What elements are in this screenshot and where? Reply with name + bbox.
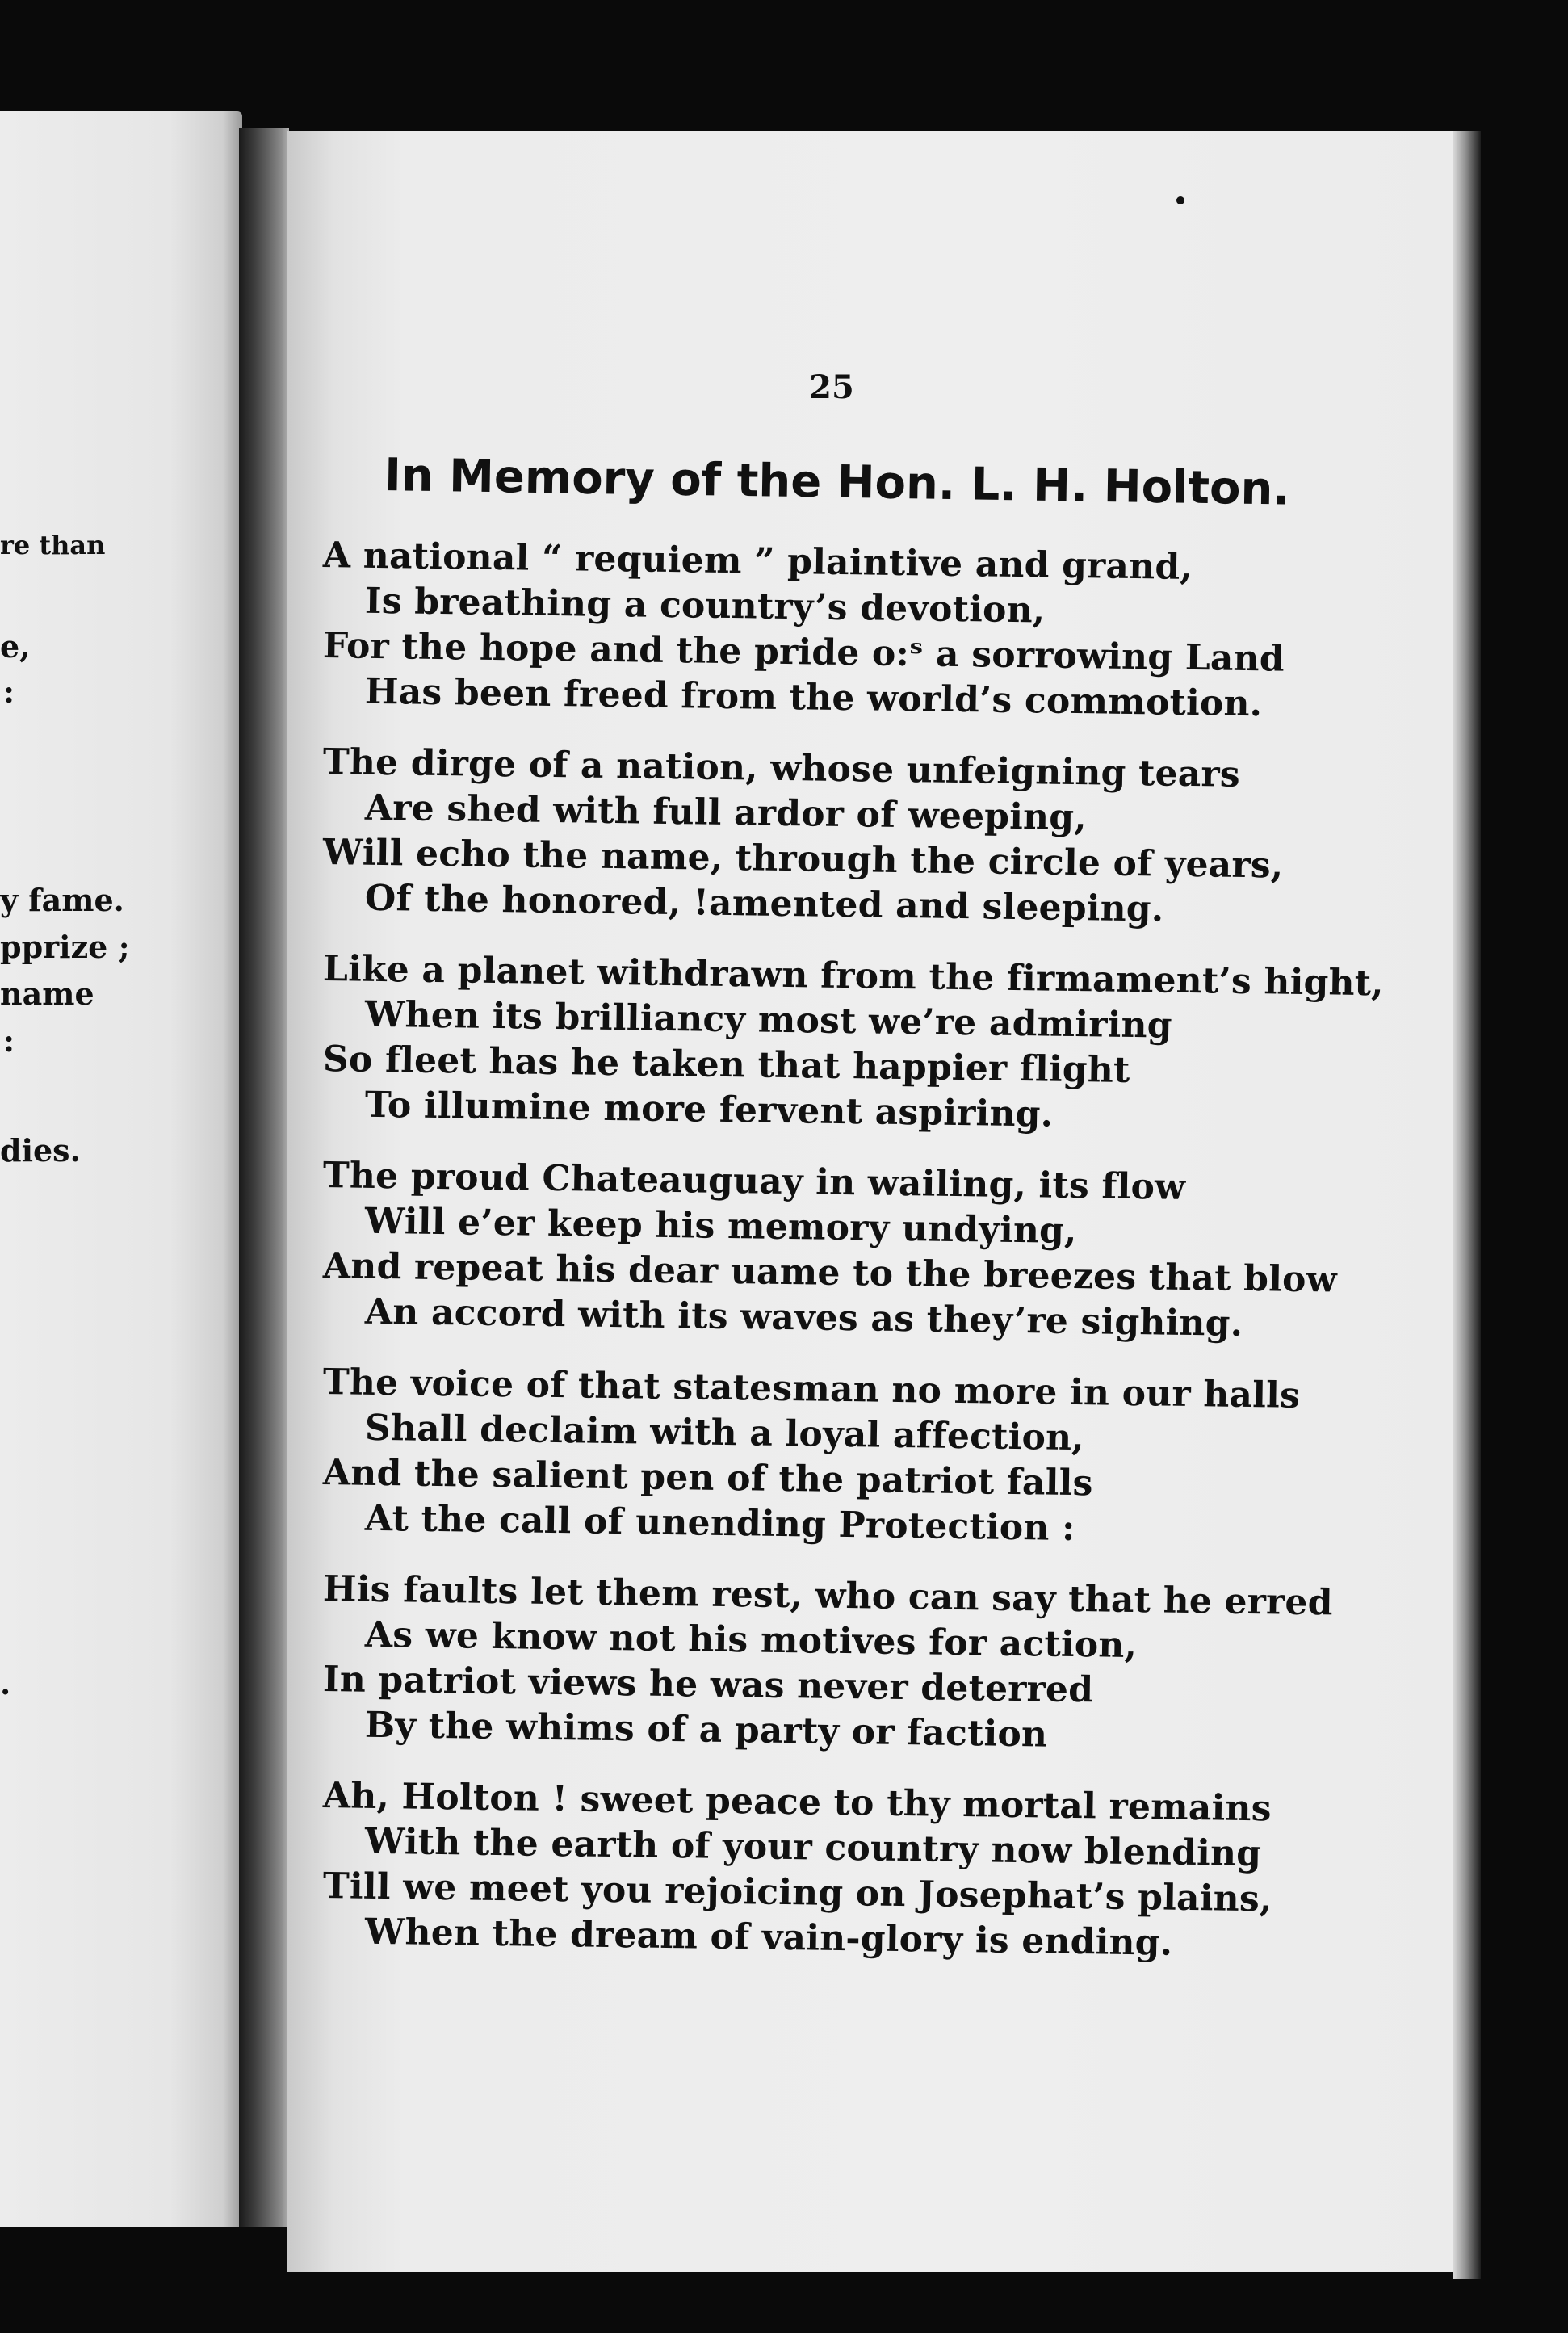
poem-line: Till we meet you rejoicing on Josephat’s plains, — [322, 1865, 1272, 1920]
left-fragment-5: pprize ; — [0, 929, 130, 965]
page-number: 25 — [809, 368, 854, 406]
previous-page-fragment — [0, 111, 242, 2227]
ink-dot — [1176, 196, 1184, 204]
stanza-4 — [322, 1153, 1356, 1345]
poem-line: For the hope and the pride o:ˢ a sorrowing Land — [322, 625, 1285, 680]
poem-line: Is breathing a country’s devotion, — [364, 580, 1046, 632]
poem-line: Will echo the name, through the circle of years, — [322, 832, 1284, 887]
poem-line: The proud Chateauguay in wailing, its flow — [322, 1155, 1186, 1208]
poem-line: Has been freed from the world’s commotion. — [364, 670, 1263, 725]
stanza-6 — [322, 1567, 1356, 1756]
poem-line: Shall declaim with a loyal affection, — [364, 1407, 1085, 1459]
poem-line: The dirge of a nation, whose unfeigning tears — [322, 741, 1241, 795]
poem-line: And the salient pen of the patriot falls — [322, 1452, 1093, 1504]
poem-line: As we know not his motives for action, — [364, 1613, 1138, 1667]
poem-line: With the earth of your country now blending — [364, 1820, 1262, 1875]
poem-line: By the whims of a party or faction — [364, 1704, 1048, 1756]
poem-line: In patriot views he was never deterred — [322, 1659, 1094, 1711]
poem-line: Ah, Holton ! sweet peace to thy mortal remains — [322, 1775, 1272, 1830]
page-gutter-shadow — [239, 128, 289, 2227]
poem-line: When the dream of vain-glory is ending. — [364, 1911, 1173, 1964]
poem-line: His faults let them rest, who can say that he erred — [322, 1568, 1334, 1624]
left-fragment-1: re than — [0, 530, 106, 560]
stanza-7 — [322, 1773, 1356, 1964]
left-fragment-8: dies. — [0, 1132, 81, 1169]
stanza-2 — [322, 740, 1356, 930]
stanza-1 — [322, 533, 1356, 725]
poem-line: When its brilliancy most we’re admiring — [364, 993, 1173, 1047]
left-fragment-2: e, — [0, 628, 31, 665]
poem-line: The voice of that statesman no more in our halls — [322, 1362, 1301, 1416]
page-edge-shadow — [1453, 131, 1481, 2279]
poem-line: Like a planet withdrawn from the firmament’s hight, — [322, 948, 1385, 1005]
poem-line: To illumine more fervent aspiring. — [364, 1084, 1054, 1135]
poem-line: Of the honored, !amented and sleeping. — [364, 877, 1164, 930]
poem-body — [322, 533, 1385, 1980]
poem-line: An accord with its waves as they’re sighing. — [364, 1290, 1243, 1345]
poem-line: Are shed with full ardor of weeping, — [364, 787, 1088, 839]
poem-line: A national “ requiem ” plaintive and grand, — [322, 535, 1193, 589]
poem-line: At the call of unending Protection : — [364, 1497, 1075, 1550]
stanza-3 — [322, 946, 1385, 1135]
left-fragment-7: : — [3, 1022, 15, 1059]
poem-line: Will e’er keep his memory undying, — [364, 1200, 1077, 1253]
poem-title: In Memory of the Hon. L. H. Holton. — [384, 449, 1291, 516]
stanza-5 — [322, 1360, 1356, 1550]
left-fragment-6: name — [0, 976, 94, 1012]
poem-line: And repeat his dear uame to the breezes that blow — [322, 1245, 1338, 1301]
left-fragment-4: y fame. — [0, 882, 124, 918]
poem-line: So fleet has he taken that happier flight — [322, 1039, 1130, 1091]
left-fragment-3: : — [3, 673, 15, 710]
left-fragment-9: . — [0, 1665, 11, 1701]
